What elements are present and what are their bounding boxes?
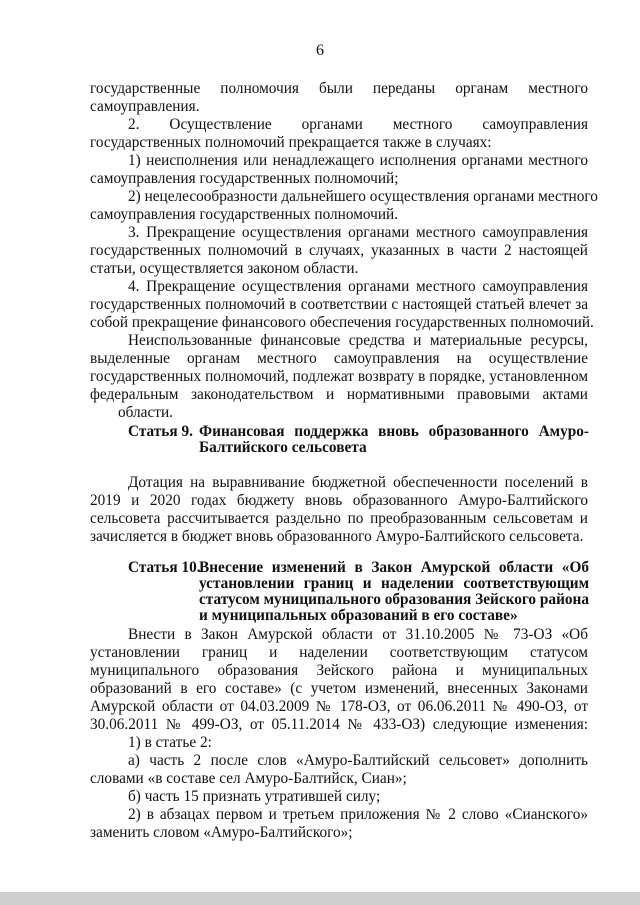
text-line: государственные полномочия были переданы органам местного — [90, 80, 588, 97]
text-line: государственных полномочий прекращается также в случаях: — [90, 134, 492, 151]
text-line: государственных полномочий, подлежат возврату в порядке, установленном — [90, 368, 588, 385]
text-line: муниципального образования Зейского района и муниципальных — [90, 662, 588, 679]
text-line: сельсовета рассчитывается раздельно по преобразованным сельсоветам и — [90, 510, 588, 527]
article-9-title-line: Балтийского сельсовета — [199, 439, 367, 456]
text-line: образований в его составе» (с учетом изменений, внесенных Законами — [90, 680, 588, 697]
article-9-label: Статья 9. — [128, 423, 193, 440]
article-10-title-line: и муниципальных образований в его составе» — [199, 607, 518, 624]
text-line: государственных полномочий в соответствии с настоящей статьей влечет за — [90, 296, 588, 313]
text-line: Неиспользованные финансовые средства и материальные ресурсы, — [128, 332, 588, 349]
text-line: 4. Прекращение осуществления органами местного самоуправления — [128, 278, 588, 295]
text-line: выделенные органам местного самоуправления на осуществление — [90, 350, 588, 367]
article-10-title-line: установлении границ и наделении соответствующим — [199, 575, 589, 592]
article-10-label: Статья 10. — [128, 559, 201, 576]
text-line: 1) в статье 2: — [128, 734, 212, 751]
text-line: собой прекращение финансового обеспечения государственных полномочий. — [90, 314, 594, 331]
text-line: 2) в абзацах первом и третьем приложения № 2 слово «Сианского» — [128, 806, 588, 823]
text-line: а) часть 2 после слов «Амуро-Балтийский сельсовет» дополнить — [128, 752, 588, 769]
text-line: федеральным законодательством и нормативными правовыми актами — [90, 386, 588, 403]
text-line: словами «в составе сел Амуро-Балтийск, Сиан»; — [90, 770, 407, 787]
text-line: 30.06.2011 № 499-ОЗ, от 05.11.2014 № 433-ОЗ) следующие изменения: — [90, 716, 588, 733]
text-line: самоуправления государственных полномочий; — [90, 170, 399, 187]
text-line: б) часть 15 признать утратившей силу; — [128, 788, 381, 805]
text-line: заменить словом «Амуро-Балтийского»; — [90, 824, 353, 841]
text-line: самоуправления. — [90, 98, 200, 115]
text-line: Дотация на выравнивание бюджетной обеспеченности поселений в — [128, 474, 588, 491]
text-line: государственных полномочий в случаях, указанных в части 2 настоящей — [90, 242, 588, 259]
text-line: зачисляется в бюджет вновь образованного Амуро-Балтийского сельсовета. — [90, 528, 584, 545]
text-line: Внести в Закон Амурской области от 31.10.2005 № 73-ОЗ «Об — [128, 626, 588, 643]
text-line: 3. Прекращение осуществления органами местного самоуправления — [128, 224, 588, 241]
text-line: 2019 и 2020 годах бюджету вновь образованного Амуро-Балтийского — [90, 492, 588, 509]
article-9-title-line: Финансовая поддержка вновь образованного Амуро- — [199, 423, 589, 440]
article-10-title-line: статусом муниципального образования Зейского района — [199, 591, 589, 608]
text-line: установлении границ и наделении соответствующим статусом — [90, 644, 588, 661]
text-line: 2) нецелесообразности дальнейшего осуществления органами местного — [128, 188, 598, 205]
page-number: 6 — [316, 42, 324, 59]
text-line: области. — [118, 404, 173, 421]
text-line: самоуправления государственных полномочий. — [90, 206, 399, 223]
text-line: 2. Осуществление органами местного самоуправления — [128, 116, 588, 133]
scan-bottom-edge — [0, 892, 640, 905]
text-line: 1) неисполнения или ненадлежащего исполнения органами местного — [128, 152, 588, 169]
text-line: статьи, осуществляется законом области. — [90, 260, 359, 277]
text-line: Амурской области от 04.03.2009 № 178-ОЗ, от 06.06.2011 № 490-ОЗ, от — [90, 698, 588, 715]
article-10-title-line: Внесение изменений в Закон Амурской области «Об — [199, 559, 589, 576]
